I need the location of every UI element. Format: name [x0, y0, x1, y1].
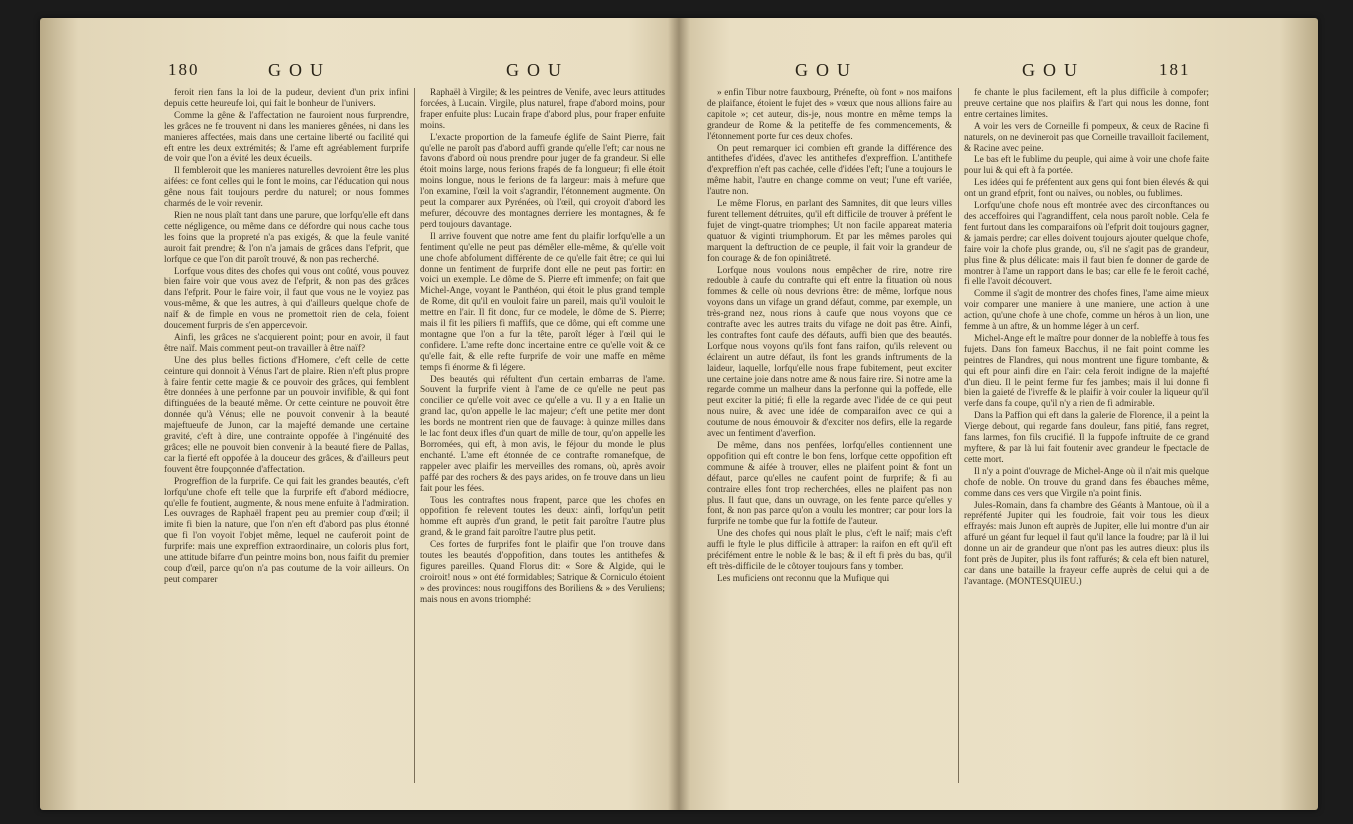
paragraph: A voir les vers de Corneille fi pompeux, & ceux de Racine fi naturels, on ne devineroit pas que Corneille travailloit facilement, & Racine avec peine.: [964, 121, 1209, 154]
paragraph: Raphaël à Virgile; & les peintres de Venife, avec leurs attitudes forcées, à Lucain. Virgile, plus naturel, frape d'abord moins, pour fraper enfuite plus: Lucain frape d'abord plus, pour fraper enfuite moins.: [420, 88, 665, 131]
paragraph: Comme la gêne & l'affectation ne fauroient nous furprendre, les grâces ne fe trouvent ni dans les manieres gênées, ni dans les manieres affectées, mais dans une certaine liberté ou facilité qui eft entre les deux extrémités; & l'ame eft agréablement furprife de voir que l'on a évité les deux écueils.: [164, 110, 409, 165]
running-head: GOU: [506, 60, 569, 80]
paragraph: feroit rien fans la loi de la pudeur, devient d'un prix infini depuis cette heureufe loi, qui fait le bonheur de l'univers.: [164, 88, 409, 109]
paragraph: Ces fortes de furprifes font le plaifir que l'on trouve dans toutes les beautés d'oppofition, dans toutes les antithefes & figures pareilles. Quand Florus dit: « Sore & Algide, qui le croiroit! nous » ont été formidables; Satrique & Corniculo étoient » des provinces: nous rougiffons des Boriliens & » des Veruliens; mais nous en avons triomphé:: [420, 540, 665, 605]
paragraph: Le bas eft le fublime du peuple, qui aime à voir une chofe faite pour lui & qui eft à fa portée.: [964, 155, 1209, 177]
paragraph: Il n'y a point d'ouvrage de Michel-Ange où il n'ait mis quelque chofe de noble. On trouve du grand dans fes ébauches même, comme dans ces vers que Virgile n'a point finis.: [964, 466, 1209, 499]
paragraph: De même, dans nos penfées, lorfqu'elles contiennent une oppofition qui eft contre le bon fens, lorfque cette oppofition eft commune & aifée à trouver, elles ne plaifent point & font un défaut, parce qu'elles ne caufent point de furprife; & fi au contraire elles font trop recherchées, elles ne plaifent pas non plus. Il faut que, dans un ouvrage, on les fente parce qu'elles y font, & non pas parce qu'on a voulu les montrer; car pour lors la furprife ne tombe que fur la fottife de l'auteur.: [707, 441, 952, 528]
paragraph: fe chante le plus facilement, eft la plus difficile à compofer; preuve certaine que nos plaifirs & l'art qui nous les donne, font entre certaines limites.: [964, 88, 1209, 120]
paragraph: Dans la Paffion qui eft dans la galerie de Florence, il a peint la Vierge debout, qui regarde fans douleur, fans pitié, fans regret, fans larmes, fon fils crucifié. Il la fuppofe inftruite de ce grand myftere, & par là lui fait foutenir avec grandeur le fpectacle de cette mort.: [964, 411, 1209, 465]
paragraph: Le même Florus, en parlant des Samnites, dit que leurs villes furent tellement détruites, qu'il eft difficile de trouver à préfent le fujet de vingt-quatre triomphes; Ut non facile appareat materia quatuor & viginti triumphorum. Et par les mêmes paroles qui marquent la deftruction de ce peuple, il fait voir la grandeur de fon courage & de fon opiniâtreté.: [707, 199, 952, 264]
text-column: [707, 88, 952, 788]
paragraph: L'exacte proportion de la fameufe églife de Saint Pierre, fait qu'elle ne paroît pas d'abord auffi grande qu'elle l'eft; car nous ne favons d'abord où nous prendre pour juger de fa grandeur. Si elle étoit moins large, nous ferions frapés de fa longueur; fi elle étoit moins longue, nous le ferions de fa largeur: mais à mefure que l'on examine, l'œil la voit s'agrandir, l'étonnement augmente. On peut la comparer aux Pyrénées, où l'œil, qui croyoit d'abord les mefurer, découvre des montagnes derriere les montagnes, & fe perd toujours davantage.: [420, 132, 665, 230]
running-head: GOU: [1022, 60, 1085, 80]
text-column: [964, 88, 1209, 788]
paragraph: Les muficiens ont reconnu que la Mufique qui: [717, 573, 890, 584]
paragraph: Ainfi, les grâces ne s'acquierent point; pour en avoir, il faut être naïf. Mais comment peut-on travailler à être naïf?: [164, 332, 409, 354]
paragraph: Des beautés qui réfultent d'un certain embarras de l'ame. Souvent la furprife vient à l'ame de ce qu'elle ne peut pas concilier ce qu'elle voit avec ce qu'elle a vu. Il y a en Italie un grand lac, qu'on appelle le lac majeur; c'eft une petite mer dont les bords ne montrent rien que de fauvage: à quinze milles dans le lac font deux ifles d'un quart de mille de tour, qu'on appelle les Borromées, qui eft, à mon avis, le féjour du monde le plus enchanté. L'ame eft étonnée de ce contrafte romanefque, de rappeler avec plaifir les merveilles des romans, où, après avoir paffé par des rochers & des pays arides, on fe trouve dans un lieu fait pour les fées.: [420, 374, 665, 494]
paragraph: Une des plus belles fictions d'Homere, c'eft celle de cette ceinture qui donnoit à Vénus l'art de plaire. Rien n'eft plus propre à faire fentir cette magie & ce pouvoir des grâces, qui femblent être données à une perfonne par un pouvoir invifible, & qui font diftinguées de la beauté même. Or cette ceinture ne pouvoit être donnée qu'à Vénus; elle ne pouvoit convenir à la beauté majeftueufe de Junon, car la majefté demande une certaine gravité, c'eft à dire, une contrainte oppofée à l'ingénuité des grâces; elle ne pouvoit bien convenir à la beauté fiere de Pallas, car la fierté eft oppofée à la douceur des grâces, & d'ailleurs peut fouvent être foupçonnée d'affectation.: [164, 355, 409, 475]
paragraph: Lorfque nous voulons nous empêcher de rire, notre rire redouble à caufe du contrafte qui eft entre la fituation où nous fommes & celle où nous devrions être: de même, lorfque nous voyons dans un vifage un grand défaut, comme, par exemple, un très-grand nez, nous rions à caufe que nous voyons que ce contrafte avec les autres traits du vifage ne doit pas être. Ainfi, les contraftes font caufe des défauts, auffi bien que des beautés. Lorfque nous voyons qu'ils font fans raifon, qu'ils relevent ou éclairent un autre défaut, ils font les grands inftruments de la laideur, laquelle, lorfqu'elle nous frape fubitement, peut exciter une certaine joie dans notre ame & nous faire rire. Si notre ame la regarde comme un malheur dans la perfonne qui la poffede, elle peut exciter la pitié; fi elle la regarde avec l'idée de ce qui peut nous nuire, & avec une idée de comparaifon avec ce qui a coutume de nous émouvoir & d'exciter nos defirs, elle la regarde avec un fentiment d'averfion.: [707, 265, 952, 440]
page-number-right: 181: [1159, 60, 1191, 79]
paragraph: Lorfqu'une chofe nous eft montrée avec des circonftances ou des acceffoires qui l'agrandiffent, cela nous paroît noble. Cela fe fent furtout dans les comparaifons où l'efprit doit toujours gagner, & jamais perdre; car elles doivent toujours ajouter quelque chofe, faire voir la chofe plus grande, ou, s'il ne s'agit pas de grandeur, plus fine & plus délicate: mais il faut bien fe donner de garde de montrer à l'ame un rapport dans le bas; car elle fe le feroit caché, fi elle l'avoit découvert.: [964, 201, 1209, 288]
text-column: [420, 88, 665, 788]
page-number-left: 180: [168, 60, 200, 79]
paragraph: Jules-Romain, dans fa chambre des Géants à Mantoue, où il a repréfenté Jupiter qui les foudroie, fait voir tous les dieux effrayés: mais Junon eft auprès de Jupiter, elle lui montre d'un air affuré un géant fur lequel il faut qu'il lance la foudre; par là il lui donne un air de grandeur que n'ont pas les autres dieux: plus ils font près de Jupiter, plus ils font raffurés; & cela eft bien naturel, car dans une bataille la frayeur ceffe auprès de celui qui a de l'avantage. (MONTESQUIEU.): [964, 500, 1209, 587]
paragraph: Progreffion de la furprife. Ce qui fait les grandes beautés, c'eft lorfqu'une chofe eft telle que la furprife eft d'abord médiocre, qu'elle fe foutient, augmente, & nous mene enfuite à l'admiration. Les ouvrages de Raphaël frapent peu au premier coup d'œil; il imite fi bien la nature, que l'on n'en eft d'abord pas plus étonné que fi l'on voyoit l'objet même, lequel ne cauferoit point de furprife: mais une expreffion extraordinaire, un coloris plus fort, une attitude bifarre d'un peintre moins bon, nous faifit du premier coup d'œil, parce qu'on n'a pas coutume de la voir ailleurs. On peut comparer: [164, 476, 409, 585]
right-page-header: [679, 60, 1318, 88]
paragraph: Michel-Ange eft le maître pour donner de la nobleffe à tous fes fujets. Dans fon fameux Bacchus, il ne fait point comme les peintres de Flandres, qui nous montrent une figure tombante, & qui eft pour ainfi dire en l'air: cela feroit indigne de la majefté d'un dieu. Il le peint ferme fur fes jambes; mais il lui donne fi bien la gaieté de l'ivreffe & le plaifir à voir couler la liqueur qu'il verfe dans fa coupe, qu'il n'y a rien de fi admirable.: [964, 333, 1209, 410]
left-page-header: [40, 60, 679, 88]
left-page: [40, 18, 679, 810]
column-rule: [958, 88, 959, 783]
paragraph: Il arrive fouvent que notre ame fent du plaifir lorfqu'elle a un fentiment qu'elle ne peut pas démêler elle-même, & qu'elle voit une chofe abfolument différente de ce qu'elle fait être; ce qui lui donne un fentiment de furprife dont elle ne peut pas fortir: en voici un exemple. Le dôme de S. Pierre eft immenfe; on fait que Michel-Ange, voyant le Panthéon, qui étoit le plus grand temple de Rome, dit qu'il en vouloit faire un pareil, mais qu'il vouloit le mettre en l'air. Il fit donc, fur ce modele, le dôme de S. Pierre; mais il fit les piliers fi maffifs, que ce dôme, qui eft comme une montagne que l'on a fur la tête, paroît léger à l'œil qui le confidere. L'ame refte donc incertaine entre ce qu'elle voit & ce qu'elle fait, & elle refte furprife de voir une maffe en même temps fi énorme & fi légere.: [420, 231, 665, 373]
paragraph: Comme il s'agit de montrer des chofes fines, l'ame aime mieux voir comparer une maniere à une maniere, une action à une action, qu'une chofe à une chofe, comme un héros à un lion, une femme à un aftre, & un homme léger à un cerf.: [964, 289, 1209, 333]
paragraph: Une des chofes qui nous plaît le plus, c'eft le naïf; mais c'eft auffi le ftyle le plus difficile à attraper: la raifon en eft qu'il eft précifément entre le noble & le bas; & il eft fi près du bas, qu'il eft très-difficile de le côtoyer toujours fans y tomber.: [707, 529, 952, 572]
column-rule: [414, 88, 415, 783]
paragraph: Les idées qui fe préfentent aux gens qui font bien élevés & qui ont un grand efprit, font ou naïves, ou nobles, ou fublimes.: [964, 178, 1209, 200]
paragraph: Lorfque vous dites des chofes qui vous ont coûté, vous pouvez bien faire voir que vous avez de l'efprit, & non pas des grâces dans l'efprit. Pour le faire voir, il faut que vous ne le voyiez pas vous-même, & que les autres, à qui d'ailleurs quelque chofe de naïf & de fimple en vous ne promettoit rien de cela, foient doucement furpris de s'en appercevoir.: [164, 266, 409, 332]
right-page: [679, 18, 1318, 810]
running-head: GOU: [268, 60, 331, 80]
text-column: [164, 88, 409, 788]
book-spread: [40, 18, 1318, 810]
paragraph: Rien ne nous plaît tant dans une parure, que lorfqu'elle eft dans cette négligence, ou même dans ce défordre qui nous cache tous les foins que la propreté n'a pas exigés, & que la feule vanité auroit fait prendre; & l'on n'a jamais de grâces dans l'efprit, que lorfque ce que l'on dit paroît trouvé, & non pas recherché.: [164, 210, 409, 265]
running-head: GOU: [795, 60, 858, 80]
paragraph: » enfin Tibur notre fauxbourg, Prénefte, où font » nos maifons de plaifance, étoient le fujet des » vœux que nous allions faire au capitole »; cet auteur, dis-je, nous montre en même temps la grandeur de Rome & la petiteffe de fes commencements, & l'étonnement porte fur ces deux chofes.: [707, 88, 952, 142]
paragraph: Tous les contraftes nous frapent, parce que les chofes en oppofition fe relevent toutes les deux: ainfi, lorfqu'un petit homme eft auprès d'un grand, le petit fait paroître l'autre plus grand, & le grand fait paroître l'autre plus petit.: [420, 495, 665, 539]
paragraph: Il fembleroit que les manieres naturelles devroient être les plus aifées: ce font celles qui le font le moins, car l'éducation qui nous gêne nous fait toujours perdre du naturel; or nous fommes charmés de le voir revenir.: [164, 166, 409, 210]
paragraph: On peut remarquer ici combien eft grande la différence des antithefes d'idées, d'avec les antithefes d'expreffion. L'antithefe d'expreffion n'eft pas cachée, celle d'idées l'eft; l'une a toujours le même habit, l'autre en change comme on veut; l'une eft variée, l'autre non.: [707, 143, 952, 198]
